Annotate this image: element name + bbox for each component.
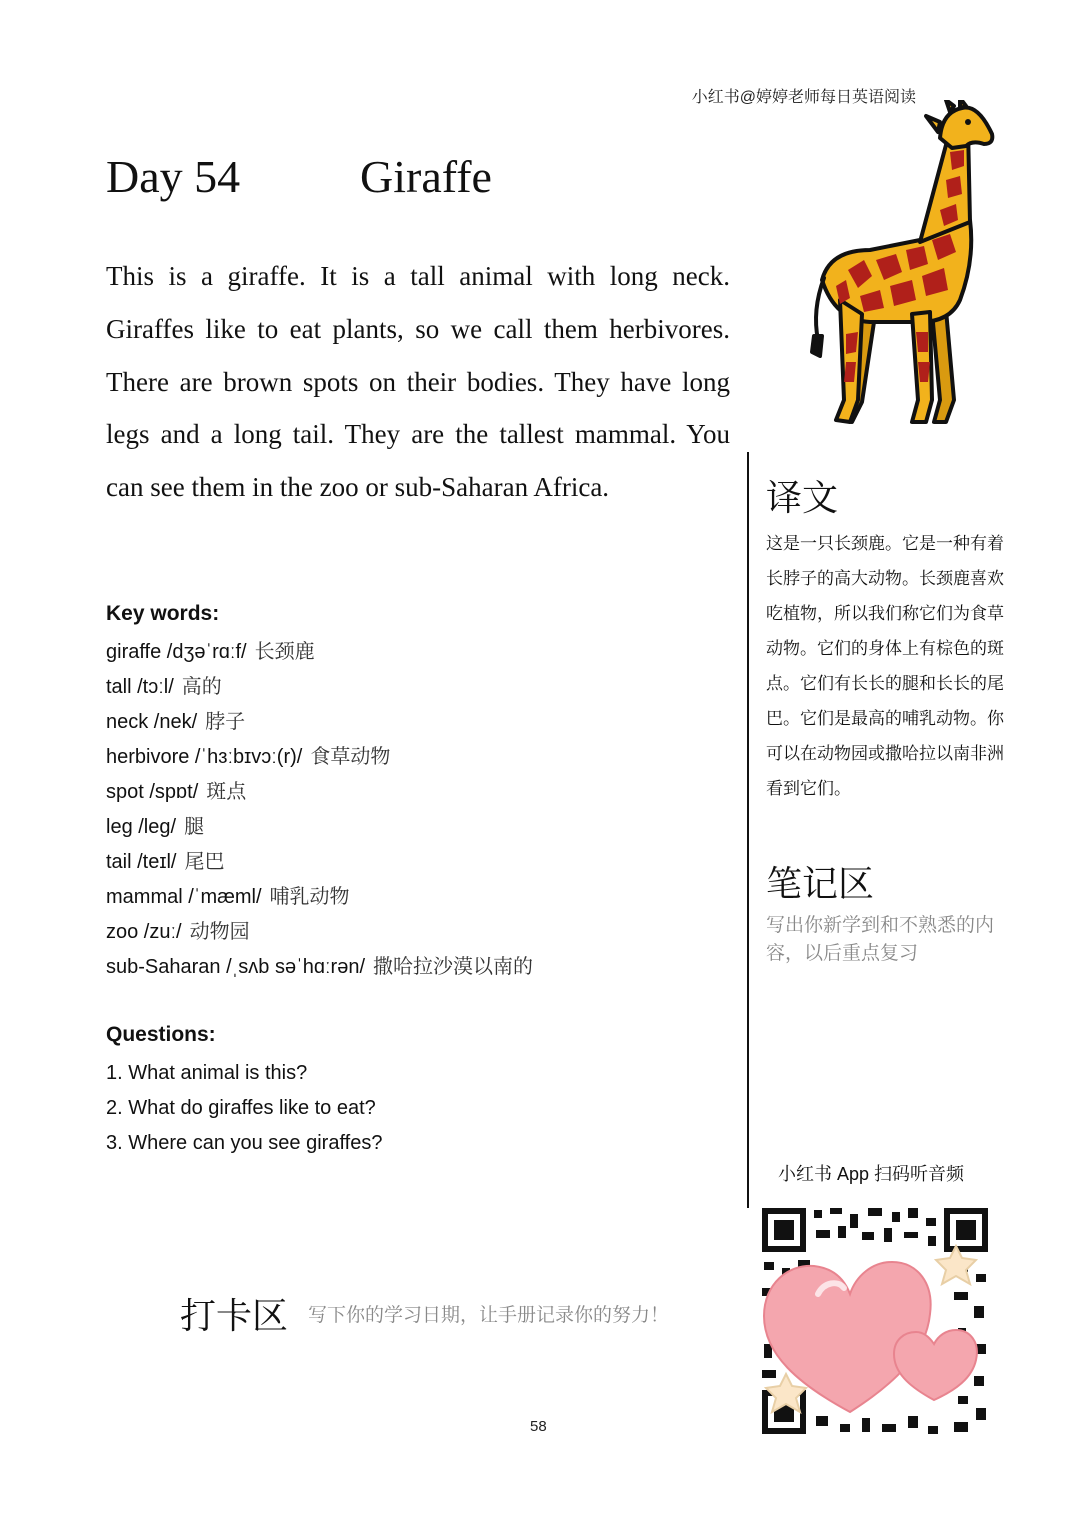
reading-passage: This is a giraffe. It is a tall animal with long neck. Giraffes like to eat plants, so we call them herbivores. There are brown spots on their bodies. They have long legs and a long tail. They are the tallest mammal. You can see them in the zoo or sub-Saharan Africa. xyxy=(106,261,730,503)
vocab-meaning: 腿 xyxy=(184,814,205,838)
vocab-item xyxy=(106,914,533,949)
vocab-word: spot /spɒt/ xyxy=(106,781,199,803)
vocab-item xyxy=(106,739,533,774)
day-title: Day 54 xyxy=(106,151,241,202)
vocab-item xyxy=(106,704,533,739)
translation-text: 这是一只长颈鹿。它是一种有着长脖子的高大动物。长颈鹿喜欢吃植物，所以我们称它们为食草动物。它们的身体上有棕色的斑点。它们有长长的腿和长长的尾巴。它们是最高的哺乳动物。你可以在动物园或撒哈拉以南非洲看到它们。 xyxy=(766,534,1004,798)
vocab-word: tall /tɔːl/ xyxy=(106,676,174,698)
questions-heading: Questions: xyxy=(106,1023,216,1046)
vocab-item xyxy=(106,949,533,984)
giraffe-illustration xyxy=(800,100,1000,440)
vocab-word: neck /nek/ xyxy=(106,711,198,733)
vocab-meaning: 高的 xyxy=(181,674,222,698)
translation-heading: 译文 xyxy=(766,477,839,518)
vocabulary-list xyxy=(106,634,533,984)
vocab-meaning: 脖子 xyxy=(205,709,246,733)
page-number: 58 xyxy=(530,1418,547,1435)
author-watermark: 小红书@婷婷老师每日英语阅读 xyxy=(691,89,916,106)
question-item: 2. What do giraffes like to eat? xyxy=(106,1097,376,1119)
checkin-title: 打卡区 xyxy=(180,1295,289,1336)
key-words-heading: Key words: xyxy=(106,602,220,625)
vocab-item xyxy=(106,669,533,704)
vocab-meaning: 尾巴 xyxy=(184,849,225,873)
vocab-meaning: 食草动物 xyxy=(310,744,391,768)
vocab-word: leg /leg/ xyxy=(106,816,177,838)
vocab-item xyxy=(106,879,533,914)
vocab-item xyxy=(106,844,533,879)
vocab-word: tail /teɪl/ xyxy=(106,851,177,873)
audio-label: 小红书 App 扫码听音频 xyxy=(778,1164,965,1184)
checkin-hint: 写下你的学习日期，让手册记录你的努力！ xyxy=(308,1305,670,1326)
question-item: 3. Where can you see giraffes? xyxy=(106,1132,383,1154)
notes-heading: 笔记区 xyxy=(766,863,875,904)
vocab-meaning: 斑点 xyxy=(206,779,247,803)
vocab-item xyxy=(106,634,533,669)
vocab-meaning: 长颈鹿 xyxy=(254,639,315,663)
column-divider xyxy=(747,452,749,1208)
vocab-item xyxy=(106,774,533,809)
vocab-word: giraffe /dʒəˈrɑːf/ xyxy=(106,641,247,663)
animal-title: Giraffe xyxy=(360,151,492,202)
qr-code[interactable] xyxy=(758,1204,992,1438)
question-item: 1. What animal is this? xyxy=(106,1062,308,1084)
vocab-word: mammal /ˈmæml/ xyxy=(106,886,262,908)
vocab-word: sub-Saharan /ˌsʌb səˈhɑːrən/ xyxy=(106,956,366,978)
questions-list xyxy=(106,1056,382,1161)
vocab-item xyxy=(106,809,533,844)
vocab-word: herbivore /ˈhɜːbɪvɔː(r)/ xyxy=(106,746,303,768)
vocab-meaning: 哺乳动物 xyxy=(269,884,350,908)
notes-hint: 写出你新学到和不熟悉的内容，以后重点复习 xyxy=(766,915,995,964)
vocab-meaning: 动物园 xyxy=(189,919,250,943)
vocab-meaning: 撒哈拉沙漠以南的 xyxy=(373,954,534,978)
vocab-word: zoo /zuː/ xyxy=(106,921,182,943)
